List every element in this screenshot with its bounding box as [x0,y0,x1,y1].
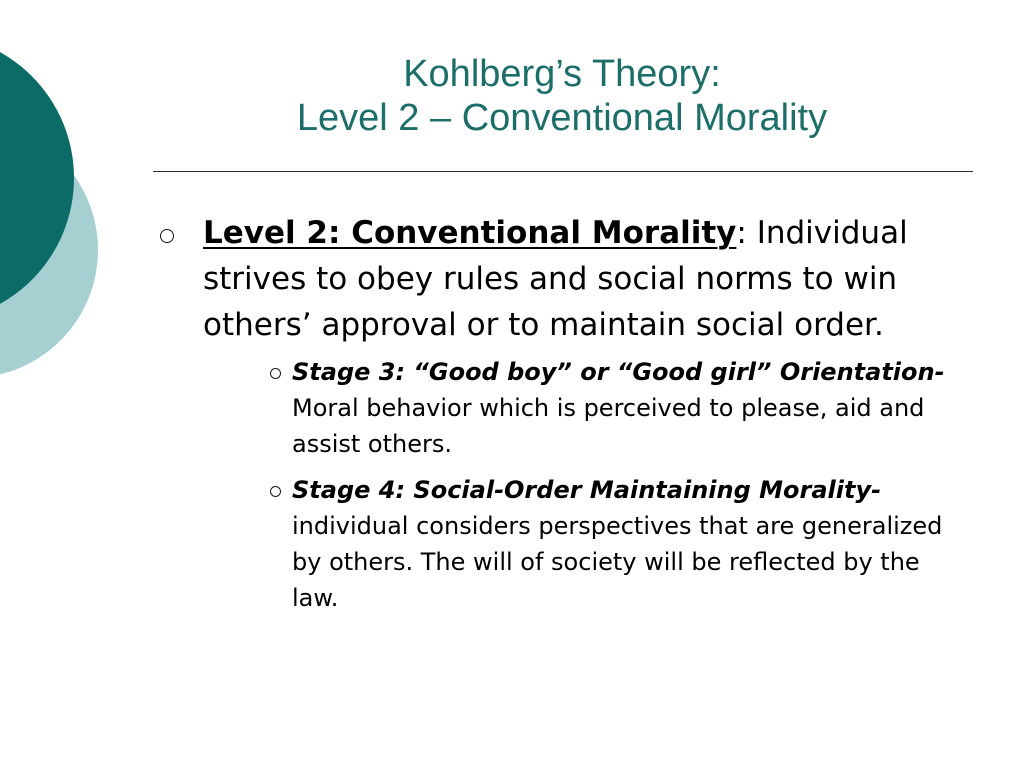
level-description: Individual strives to obey rules and social norms to win others’ approval or to maintain social order. [203,215,908,343]
stage-list [150,354,1000,616]
level-heading-colon: : [736,215,747,251]
stage-item [292,472,962,616]
level-bullet [150,210,1000,348]
title-divider [153,171,973,172]
stage-heading: Stage 4: Social-Order Maintaining Morality- [292,476,882,504]
stage-item [292,354,962,462]
stage-description: Moral behavior which is perceived to please, aid and assist others. [292,394,925,458]
hollow-circle-bullet-icon [160,229,174,243]
slide-content [150,210,1000,626]
slide-title [150,52,974,140]
slide-title-line-2: Level 2 – Conventional Morality [296,97,828,139]
hollow-circle-bullet-icon [270,486,281,497]
hollow-circle-bullet-icon [270,368,281,379]
stage-description: individual considers perspectives that are generalized by others. The will of society will be reflected by the law. [292,512,943,612]
level-heading: Level 2: Conventional Morality [203,215,737,251]
slide-title-line-1: Kohlberg’s Theory: [403,53,721,95]
stage-heading: Stage 3: “Good boy” or “Good girl” Orientation- [292,358,945,386]
decorative-circles [0,0,120,420]
